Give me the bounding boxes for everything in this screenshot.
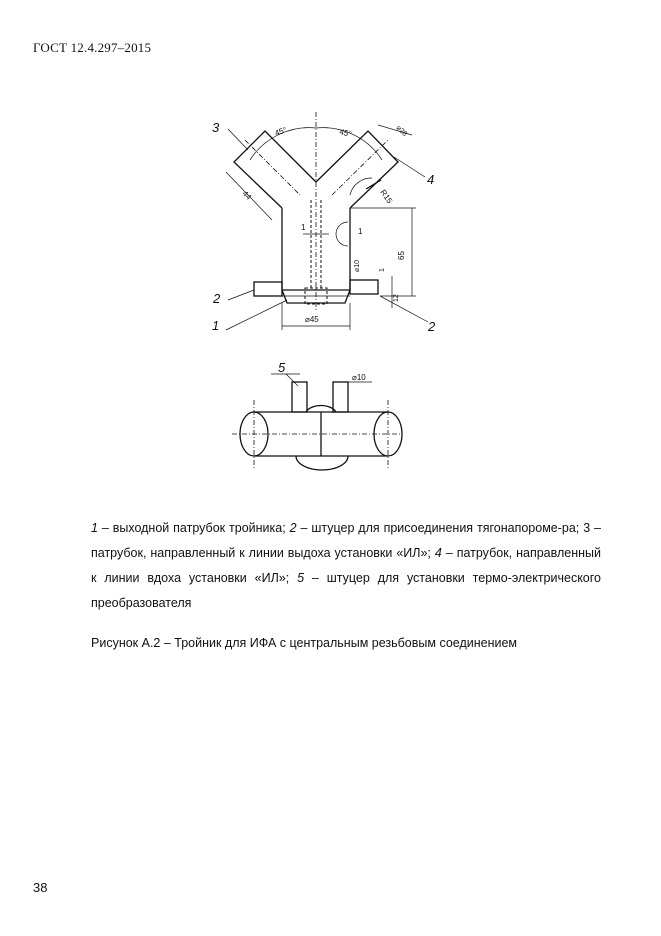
section-1-right: 1: [358, 227, 363, 236]
dim-d28-label: ⌀28: [394, 124, 409, 138]
pos-5-label: 5: [278, 360, 286, 375]
legend-text-5: – штуцер для установки термо-электрического преобразователя: [91, 571, 601, 610]
legend-num-3: 3: [583, 521, 591, 535]
detail-arc: [336, 222, 348, 246]
axis-left-arm: [245, 140, 300, 195]
dim-d10-side-label: ⌀10: [354, 259, 361, 272]
legend-num-4: 4: [434, 546, 442, 560]
top-fitting-right: [333, 382, 348, 412]
leader-2-right: [380, 296, 428, 322]
legend-num-2: 2: [289, 521, 297, 535]
radius-arc: [350, 178, 372, 195]
legend-text-1: – выходной патрубок тройника;: [97, 521, 290, 535]
leader-4: [394, 157, 425, 177]
section-1-small: 1: [379, 268, 386, 272]
side-bottom-bulge: [296, 456, 348, 470]
legend-num-1: 1: [91, 521, 98, 535]
figure-legend: [91, 516, 601, 616]
angle-right-label: 45°: [338, 127, 353, 140]
pos-4-label: 4: [427, 172, 435, 187]
dim-d10-top-label: ⌀10: [352, 373, 366, 382]
figure-caption: Рисунок А.2 – Тройник для ИФА с центральным резьбовым соединением: [91, 636, 518, 650]
dim-r15-label: R15: [378, 187, 395, 206]
legend-text-2: – штуцер для присоединения тягонапороме-ра;: [296, 521, 584, 535]
thermo-fitting: [292, 382, 307, 412]
standard-header: ГОСТ 12.4.297–2015: [33, 40, 152, 55]
tee-side-view: [232, 360, 402, 470]
left-fitting: [254, 282, 282, 296]
dim-12-label: 12: [393, 294, 400, 302]
pos-2-left-label: 2: [213, 291, 221, 306]
tee-front-view: [212, 112, 436, 334]
section-1-left: 1: [301, 223, 306, 232]
radius-leader: [366, 180, 381, 189]
right-fitting: [350, 280, 378, 294]
legend-text-4: – патрубок, направленный к линии вдоха установки «ИЛ»;: [91, 546, 601, 585]
angle-left-label: 45°: [273, 125, 289, 138]
pos-3-label: 3: [212, 120, 220, 135]
dim-d45-label: ⌀45: [305, 315, 319, 324]
legend-text-3: – патрубок, направленный к линии выдоха установки «ИЛ»;: [91, 521, 601, 560]
pos-1-label: 1: [212, 318, 220, 333]
leader-1: [226, 300, 287, 330]
side-top-bulge: [306, 405, 336, 412]
dim-44-label: 44: [240, 189, 254, 202]
dim-65-label: 65: [397, 251, 406, 260]
axis-right-arm: [332, 140, 388, 195]
leader-3: [228, 129, 248, 150]
page-number: 38: [33, 880, 48, 895]
leader-2-left: [228, 290, 254, 300]
pos-2-right-label: 2: [428, 319, 436, 334]
legend-num-5: 5: [297, 571, 305, 585]
